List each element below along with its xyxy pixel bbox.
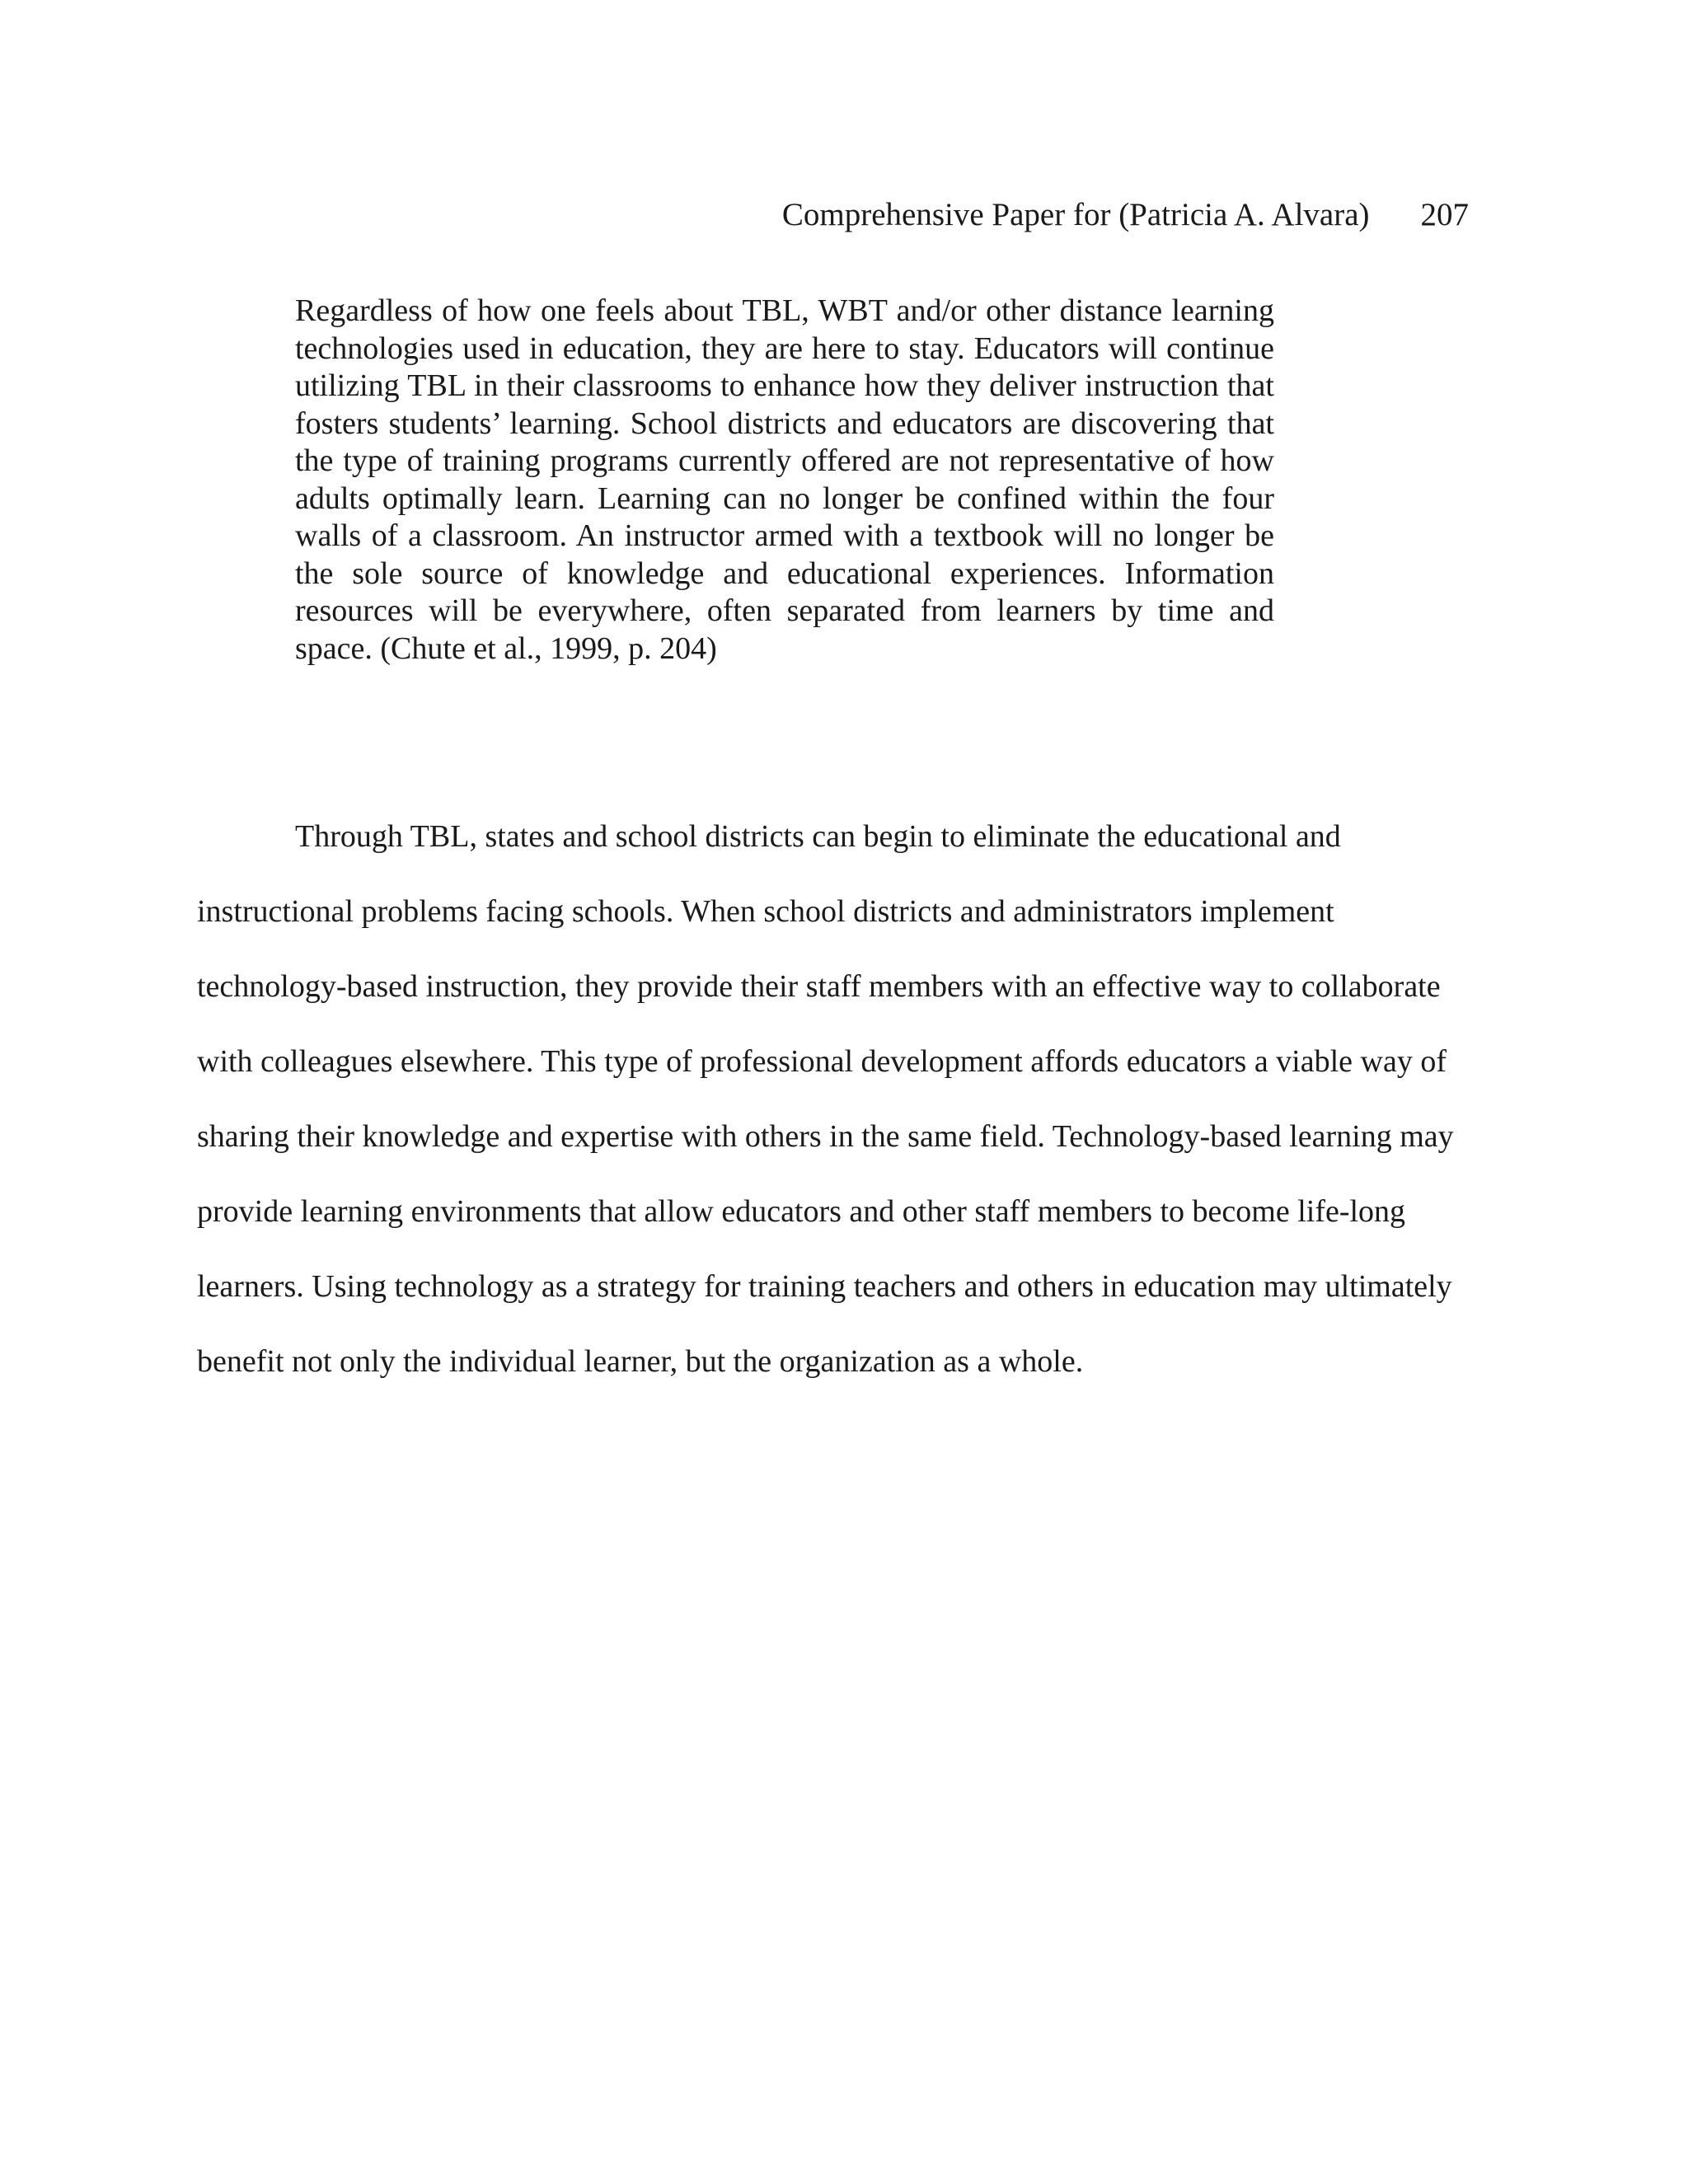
block-quote: Regardless of how one feels about TBL, WBT and/or other distance learning technologies used in education, they are here to stay. Educators will continue utilizing TBL in their classrooms to enhance how they deliver instruction that fosters students’ learning. School districts and educators are discovering that the type of training programs currently offered are not representative of how adults optimally learn. Learning can no longer be confined within the four walls of a classroom. An instructor armed with a textbook will no longer be the sole source of knowledge and educational experiences. Information resources will be everywhere, often separated from learners by time and space. (Chute et al., 1999, p. 204) (295, 293, 1274, 666)
page-number: 207 (1420, 197, 1469, 232)
running-head (782, 194, 1469, 236)
running-head-title: Comprehensive Paper for (Patricia A. Alvara) (781, 197, 1370, 232)
body-paragraph: Through TBL, states and school districts can begin to eliminate the educational and instructional problems facing schools. When school districts and administrators implement technology-based instruction, they provide their staff members with an effective way to collaborate with colleagues elsewhere. This type of professional development affords educators a viable way of sharing their knowledge and expertise with others in the same field. Technology-based learning may provide learning environments that allow educators and other staff members to become life-long learners. Using technology as a strategy for training teachers and others in education may ultimately benefit not only the individual learner, but the organization as a whole. (197, 819, 1454, 1379)
